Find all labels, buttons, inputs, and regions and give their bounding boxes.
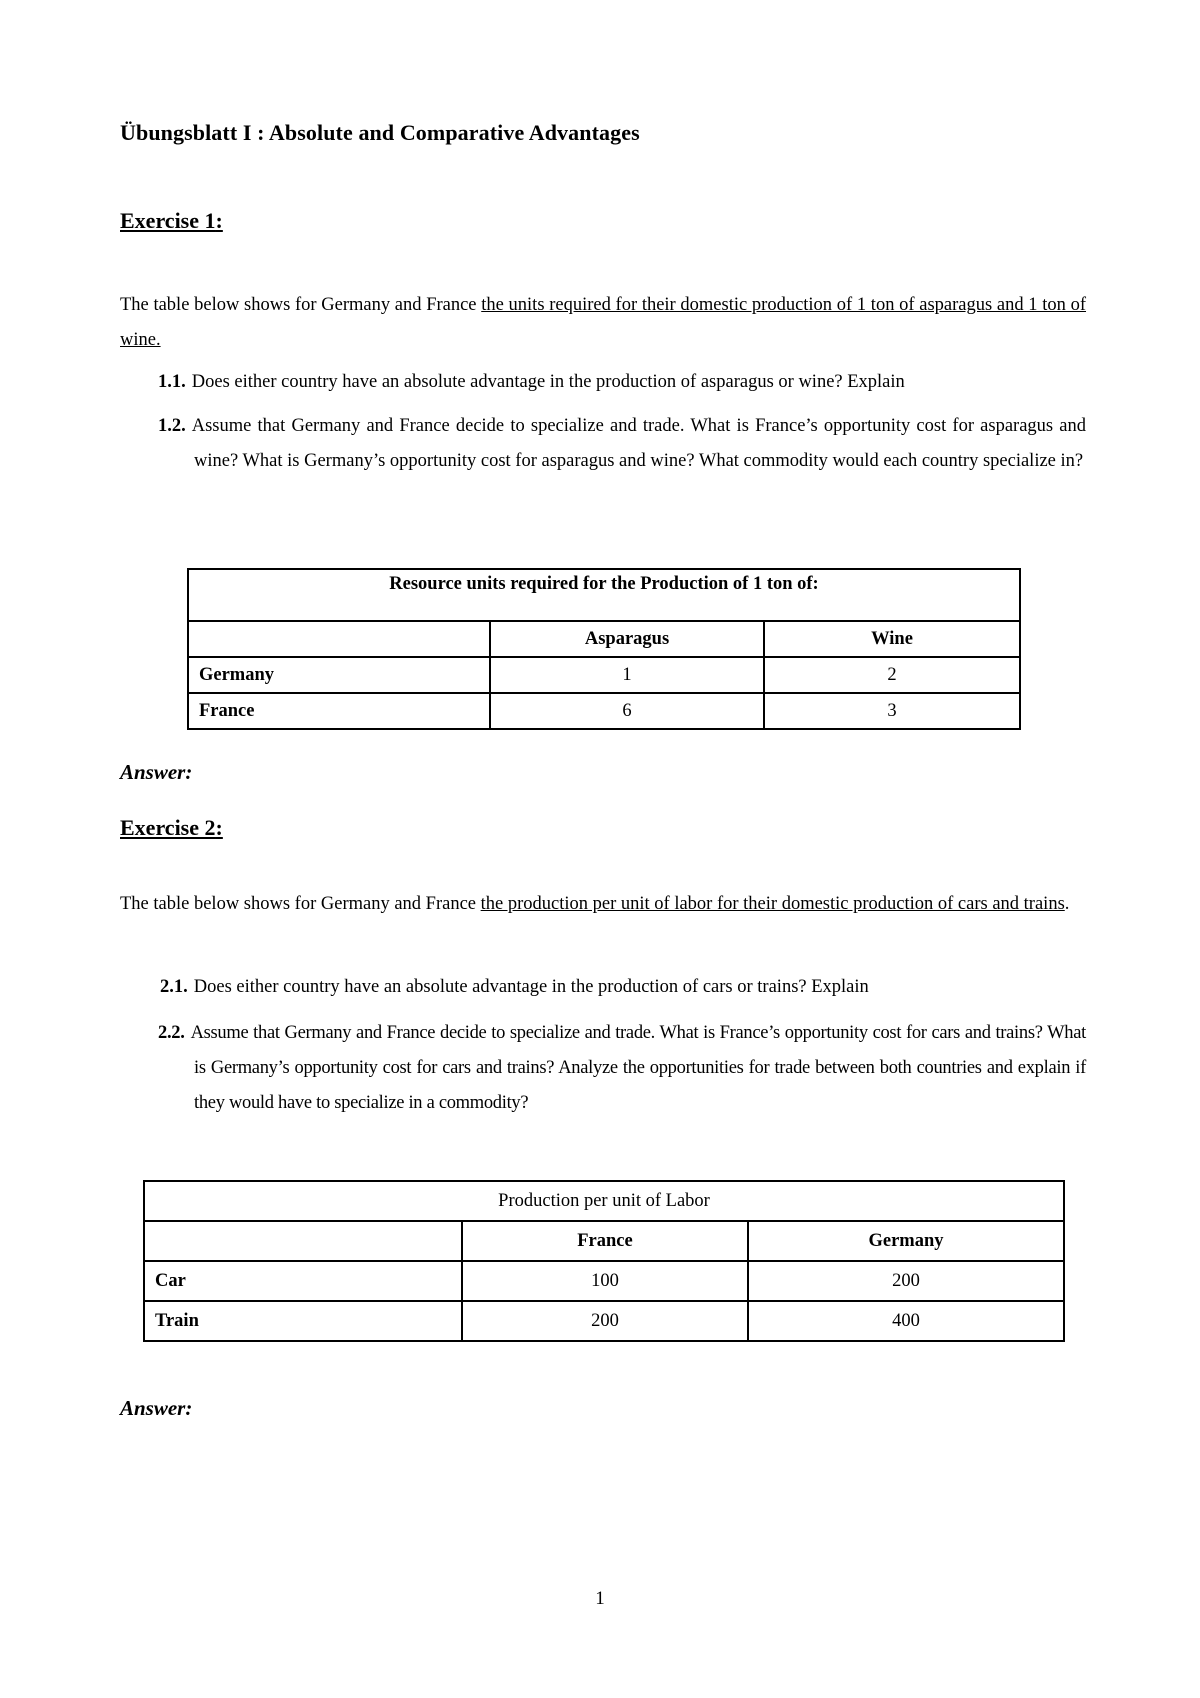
- table-header-wine: Wine: [764, 621, 1020, 657]
- table-caption-row: [144, 1181, 1064, 1221]
- table-cell-value: 200: [462, 1301, 748, 1341]
- exercise-2-intro-underlined: the production per unit of labor for their domestic production of cars and trains: [480, 894, 1065, 914]
- resource-units-table: [187, 568, 1021, 730]
- exercise-2-intro-plain: The table below shows for Germany and France: [120, 894, 481, 914]
- question-2-1-text: Does either country have an absolute advantage in the production of cars or trains? Explain: [193, 977, 869, 997]
- table-cell-value: 400: [748, 1301, 1064, 1341]
- question-2-2-text: Assume that Germany and France decide to specialize and trade. What is France’s opportunity cost for cars and trains? What is Germany’s opportunity cost for cars and trains? Analyze the opportunities for trade between both countries and explain if they would have to specialize in a commodity?: [190, 1023, 1086, 1113]
- question-2-2-number: 2.2.: [158, 1023, 185, 1043]
- table-cell-value: 1: [490, 657, 764, 693]
- table-cell-value: 6: [490, 693, 764, 729]
- table-row: [144, 1301, 1064, 1341]
- question-2-1-number: 2.1.: [160, 977, 188, 997]
- exercise-2-heading-text: Exercise 2: [120, 815, 216, 840]
- exercise-1-intro: [120, 288, 1086, 358]
- question-2-1: [160, 970, 1086, 1005]
- exercise-2-intro-end: .: [1064, 894, 1070, 914]
- question-2-2: [158, 1016, 1086, 1121]
- question-1-2-number: 1.2.: [158, 416, 186, 436]
- table-cell-item: Train: [144, 1301, 462, 1341]
- table-row: [188, 657, 1020, 693]
- table-header-france: France: [462, 1221, 748, 1261]
- exercise-2-intro: [120, 887, 1086, 922]
- table-cell-item: Car: [144, 1261, 462, 1301]
- page-number: 1: [595, 1588, 605, 1609]
- table-caption: Production per unit of Labor: [144, 1181, 1064, 1221]
- exercise-1-heading-text: Exercise 1: [120, 208, 216, 233]
- page-title: Übungsblatt I : Absolute and Comparative Advantages: [120, 120, 640, 145]
- table-cell-value: 100: [462, 1261, 748, 1301]
- table-caption-row: [188, 569, 1020, 621]
- table-header-empty: [144, 1221, 462, 1261]
- production-per-labor-table: [143, 1180, 1065, 1342]
- table-header-germany: Germany: [748, 1221, 1064, 1261]
- exercise-1-answer-label: Answer:: [120, 760, 193, 784]
- table-header-empty: [188, 621, 490, 657]
- question-1-1-number: 1.1.: [158, 372, 186, 392]
- question-1-2-text: Assume that Germany and France decide to specialize and trade. What is France’s opportunity cost for asparagus and wine? What is Germany’s opportunity cost for asparagus and wine? What commodity would each country specialize in?: [191, 416, 1086, 471]
- question-1-1-text: Does either country have an absolute advantage in the production of asparagus or wine? Explain: [191, 372, 905, 392]
- table-header-row: [188, 621, 1020, 657]
- table-header-asparagus: Asparagus: [490, 621, 764, 657]
- table-row: [144, 1261, 1064, 1301]
- table-caption: Resource units required for the Production of 1 ton of:: [188, 569, 1020, 621]
- table-row: [188, 693, 1020, 729]
- table-cell-value: 3: [764, 693, 1020, 729]
- table-cell-value: 2: [764, 657, 1020, 693]
- exercise-2-heading: Exercise 2:: [120, 815, 223, 840]
- exercise-1-heading: Exercise 1:: [120, 208, 223, 233]
- question-1-2: [158, 409, 1086, 479]
- exercise-2-answer-label: Answer:: [120, 1396, 193, 1420]
- table-header-row: [144, 1221, 1064, 1261]
- table-cell-value: 200: [748, 1261, 1064, 1301]
- question-1-1: [158, 365, 1086, 400]
- table-cell-country: France: [188, 693, 490, 729]
- exercise-1-intro-plain: The table below shows for Germany and France: [120, 295, 482, 315]
- exercise-1-intro-underlined: the units required for their domestic production of 1 ton of asparagus and 1 ton of wine.: [120, 295, 1087, 350]
- table-cell-country: Germany: [188, 657, 490, 693]
